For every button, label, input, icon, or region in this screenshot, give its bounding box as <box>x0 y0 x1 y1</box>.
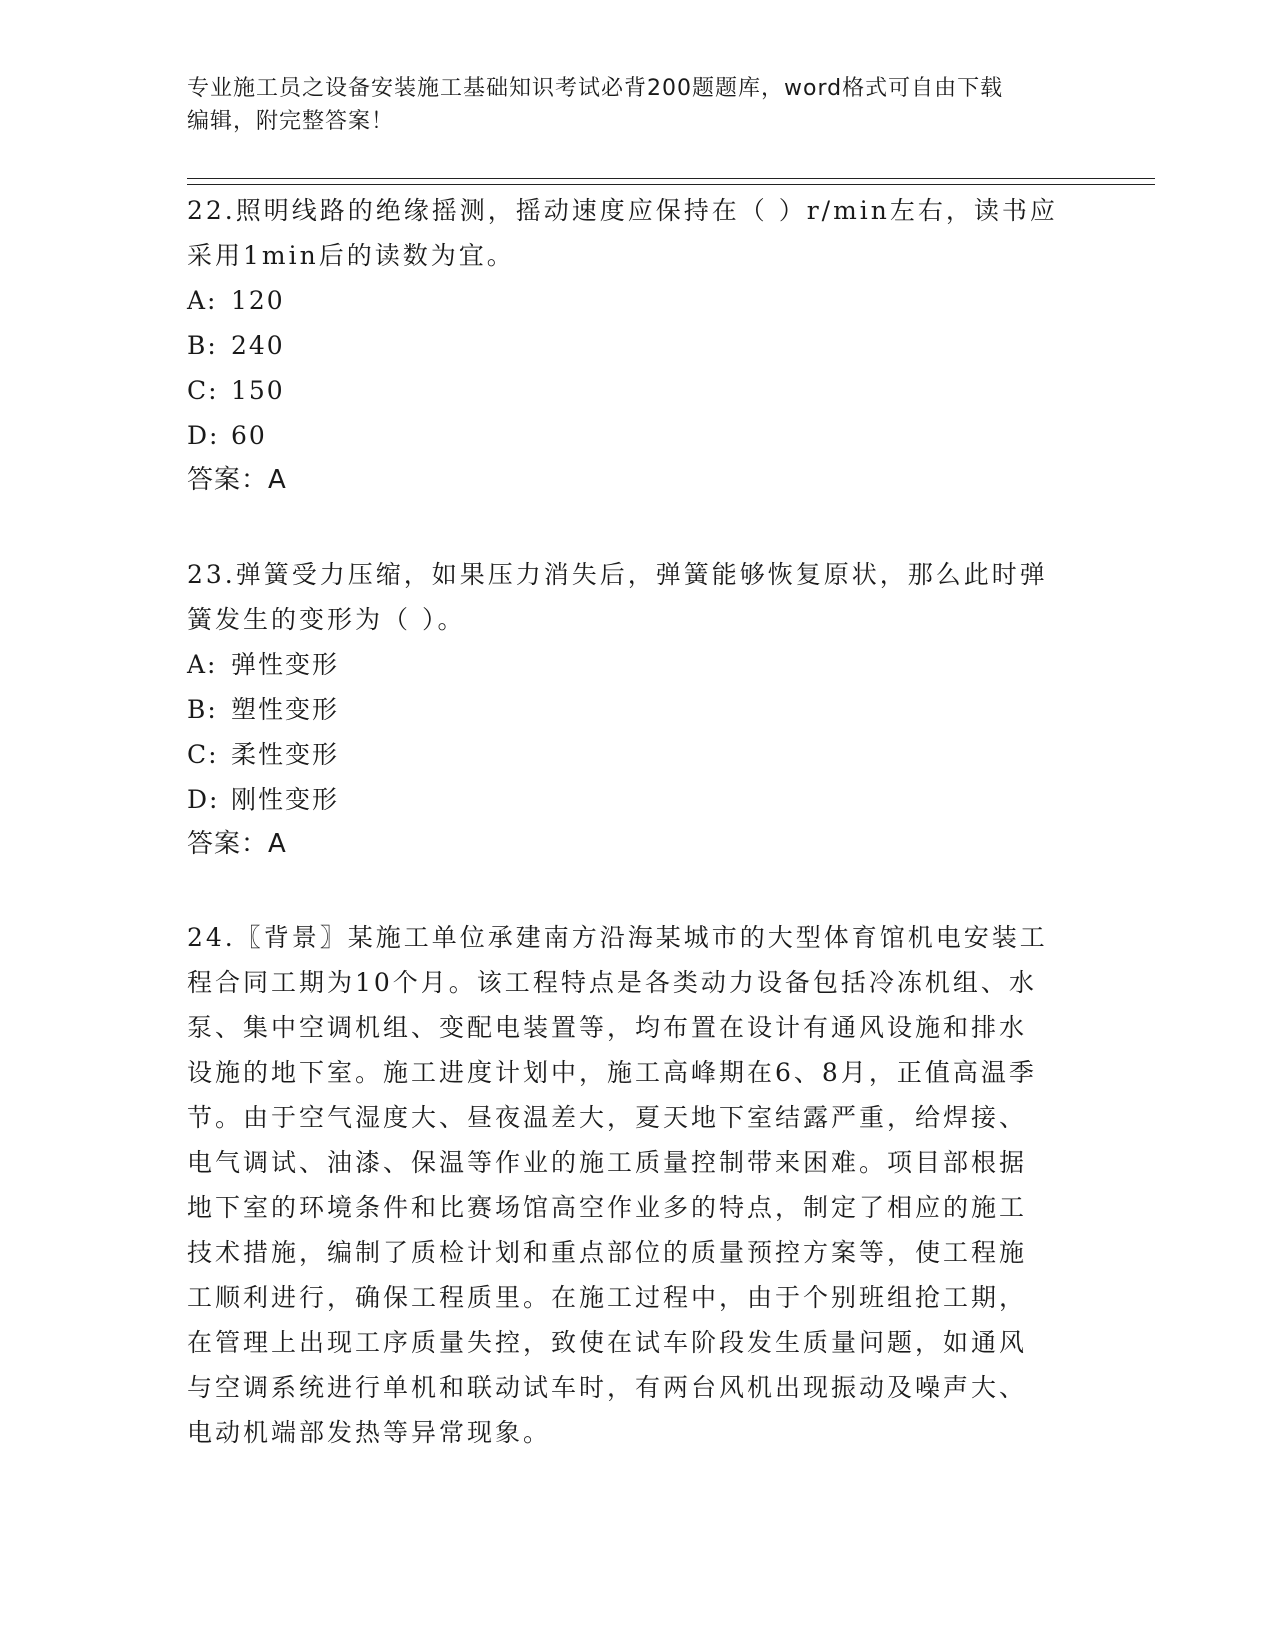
question-24 <box>187 915 1087 1455</box>
question-23 <box>187 552 1087 867</box>
option-b <box>187 323 1087 368</box>
option-key: A: <box>187 650 218 679</box>
option-text: 塑性变形 <box>231 695 340 724</box>
option-key: D: <box>187 421 220 450</box>
question-stem-line: 节。由于空气湿度大、昼夜温差大，夏天地下室结露严重，给焊接、 <box>187 1103 1028 1132</box>
option-key: C: <box>187 376 219 405</box>
question-stem-line: 工顺利进行，确保工程质里。在施工过程中，由于个别班组抢工期， <box>187 1283 1028 1312</box>
question-stem-line: 采用1min后的读数为宜。 <box>187 241 515 270</box>
answer-line: 答案：A <box>187 465 287 495</box>
header-line-1: 专业施工员之设备安装施工基础知识考试必背200题题库，word格式可自由下载 <box>187 76 1004 101</box>
question-stem-line: 设施的地下室。施工进度计划中，施工高峰期在6、8月，正值高温季 <box>187 1058 1037 1087</box>
option-key: A: <box>187 286 218 315</box>
option-text: 120 <box>231 286 285 315</box>
question-22 <box>187 188 1087 503</box>
question-stem-line: 地下室的环境条件和比赛场馆高空作业多的特点，制定了相应的施工 <box>187 1193 1028 1222</box>
option-text: 60 <box>231 421 267 450</box>
option-key: B: <box>187 331 218 360</box>
option-key: B: <box>187 695 218 724</box>
option-d <box>187 413 1087 458</box>
option-text: 刚性变形 <box>231 785 340 814</box>
header-divider-bottom <box>187 184 1155 185</box>
option-key: D: <box>187 785 220 814</box>
option-text: 弹性变形 <box>231 650 340 679</box>
question-stem-line: 簧发生的变形为（ ）。 <box>187 605 466 634</box>
option-text: 柔性变形 <box>231 740 340 769</box>
answer-line: 答案：A <box>187 829 287 859</box>
option-a <box>187 278 1087 323</box>
question-stem-line: 在管理上出现工序质量失控，致使在试车阶段发生质量问题，如通风 <box>187 1328 1028 1357</box>
question-stem-line: 技术措施，编制了质检计划和重点部位的质量预控方案等，使工程施 <box>187 1238 1028 1267</box>
option-text: 240 <box>231 331 285 360</box>
question-stem-line: 程合同工期为10个月。该工程特点是各类动力设备包括冷冻机组、水 <box>187 968 1037 997</box>
question-stem-line: 与空调系统进行单机和联动试车时，有两台风机出现振动及噪声大、 <box>187 1373 1028 1402</box>
document-header <box>187 72 1087 138</box>
question-stem-line: 电动机端部发热等异常现象。 <box>187 1418 552 1447</box>
option-d <box>187 777 1087 822</box>
option-a <box>187 642 1087 687</box>
option-b <box>187 687 1087 732</box>
option-key: C: <box>187 740 219 769</box>
question-stem-line: 22.照明线路的绝缘摇测，摇动速度应保持在（ ）r/min左右，读书应 <box>187 196 1058 225</box>
question-stem-line: 24.〖背景〗某施工单位承建南方沿海某城市的大型体育馆机电安装工 <box>187 923 1048 952</box>
question-stem-line: 电气调试、油漆、保温等作业的施工质量控制带来困难。项目部根据 <box>187 1148 1028 1177</box>
option-text: 150 <box>231 376 285 405</box>
header-divider-top <box>187 178 1155 179</box>
option-c <box>187 732 1087 777</box>
question-stem-line: 泵、集中空调机组、变配电装置等，均布置在设计有通风设施和排水 <box>187 1013 1028 1042</box>
header-line-2: 编辑，附完整答案！ <box>187 109 395 134</box>
question-stem-line: 23.弹簧受力压缩，如果压力消失后，弹簧能够恢复原状，那么此时弹 <box>187 560 1048 589</box>
option-c <box>187 368 1087 413</box>
